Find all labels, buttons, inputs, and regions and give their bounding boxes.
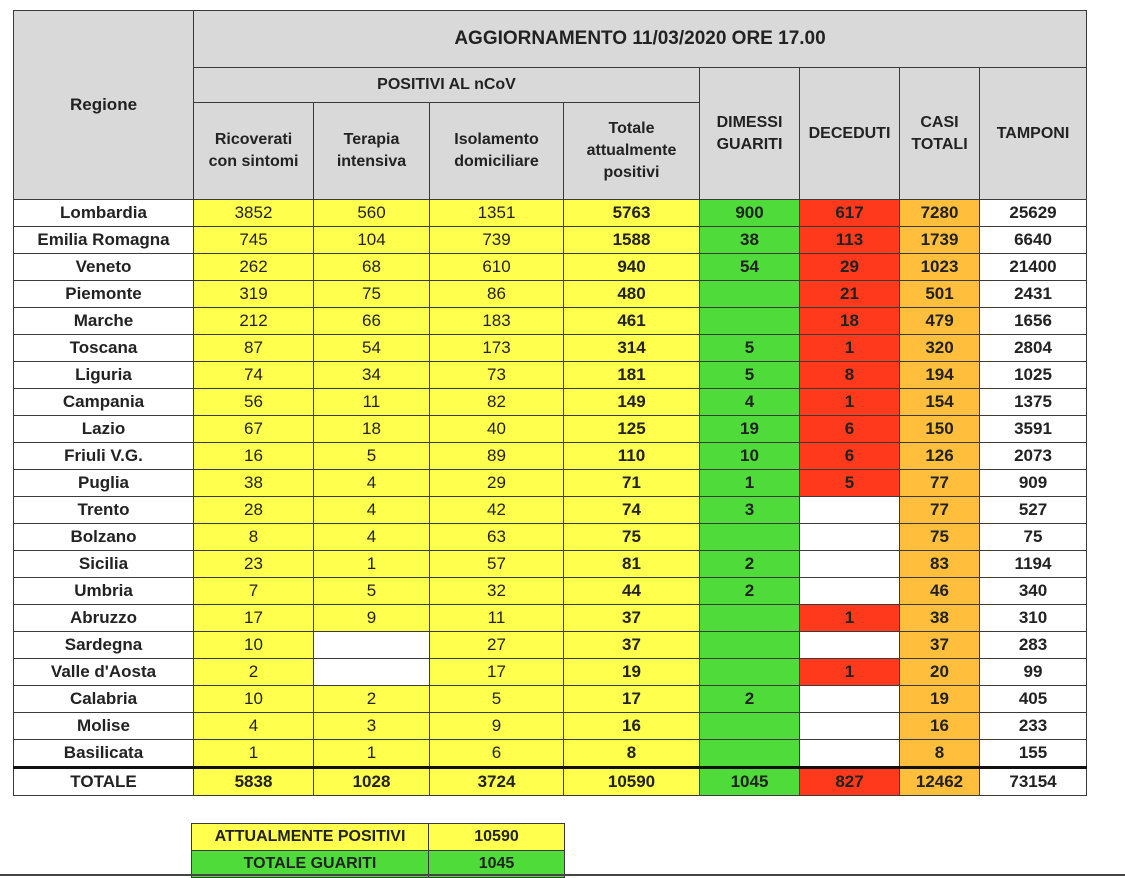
col-header-terapia (314, 103, 430, 200)
cell-tamponi: 25629 (980, 200, 1087, 227)
total-row (14, 768, 1087, 796)
cell-isolamento: 6 (430, 740, 564, 768)
cell-deceduti: 1 (800, 389, 900, 416)
cell-totale-pos: 16 (564, 713, 700, 740)
cell-regione: Piemonte (14, 281, 194, 308)
cell-regione: Marche (14, 308, 194, 335)
cell-casi: 320 (900, 335, 980, 362)
cell-totale-pos: 5763 (564, 200, 700, 227)
cell-regione: Sicilia (14, 551, 194, 578)
cell-dimessi: 10 (700, 443, 800, 470)
casi-line2: TOTALI (911, 135, 968, 153)
cell-deceduti: 8 (800, 362, 900, 389)
cell-casi: 16 (900, 713, 980, 740)
table-row (14, 524, 1087, 551)
cell-ricoverati: 10 (194, 686, 314, 713)
summary-label: ATTUALMENTE POSITIVI (192, 824, 429, 851)
cell-ricoverati: 38 (194, 470, 314, 497)
cell-deceduti (800, 578, 900, 605)
cell-ricoverati: 87 (194, 335, 314, 362)
cell-ricoverati: 74 (194, 362, 314, 389)
col-group-positivi: POSITIVI AL nCoV (194, 68, 700, 103)
cell-casi: 7280 (900, 200, 980, 227)
cell-dimessi: 19 (700, 416, 800, 443)
cell-terapia: 68 (314, 254, 430, 281)
cell-totale-pos: 461 (564, 308, 700, 335)
cell-terapia: 66 (314, 308, 430, 335)
cell-isolamento: 63 (430, 524, 564, 551)
cell-ricoverati: 8 (194, 524, 314, 551)
cell-tamponi: 75 (980, 524, 1087, 551)
cell-casi: 126 (900, 443, 980, 470)
cell-casi: 479 (900, 308, 980, 335)
cell-terapia: 1 (314, 551, 430, 578)
cell-casi: 1023 (900, 254, 980, 281)
table-row (14, 281, 1087, 308)
cell-isolamento: 183 (430, 308, 564, 335)
cell-casi: 501 (900, 281, 980, 308)
cell-deceduti (800, 524, 900, 551)
cell-tamponi: 1025 (980, 362, 1087, 389)
cell-isolamento: 17 (430, 659, 564, 686)
cell-tamponi: 233 (980, 713, 1087, 740)
cell-regione: Friuli V.G. (14, 443, 194, 470)
cell-ricoverati: 4 (194, 713, 314, 740)
cell-casi: 77 (900, 470, 980, 497)
cell-ricoverati: 7 (194, 578, 314, 605)
cell-casi: 150 (900, 416, 980, 443)
cell-isolamento: 5 (430, 686, 564, 713)
cell-totale-pos: 8 (564, 740, 700, 768)
table-row (14, 497, 1087, 524)
table-row (14, 389, 1087, 416)
cell-dimessi: 3 (700, 497, 800, 524)
cell-totale-pos: 125 (564, 416, 700, 443)
col-header-tamponi: TAMPONI (980, 68, 1087, 200)
cell-terapia: 4 (314, 524, 430, 551)
covid-table (13, 10, 1087, 796)
cell-regione: Abruzzo (14, 605, 194, 632)
cell-dimessi (700, 659, 800, 686)
cell-terapia: 2 (314, 686, 430, 713)
cell-terapia: 1 (314, 740, 430, 768)
cell-terapia: 34 (314, 362, 430, 389)
cell-totale-pos: 75 (564, 524, 700, 551)
cell-ricoverati: 28 (194, 497, 314, 524)
cell-ricoverati: 745 (194, 227, 314, 254)
table-row (14, 578, 1087, 605)
cell-deceduti: 6 (800, 416, 900, 443)
cell-deceduti: 1 (800, 659, 900, 686)
cell-dimessi: 4 (700, 389, 800, 416)
table-row (14, 200, 1087, 227)
cell-totale-pos: 110 (564, 443, 700, 470)
cell-tamponi: 2073 (980, 443, 1087, 470)
cell-regione: Bolzano (14, 524, 194, 551)
table-row (14, 551, 1087, 578)
summary-row-positivi (192, 824, 565, 851)
cell-terapia: 75 (314, 281, 430, 308)
totale-pos-line3: positivi (603, 164, 660, 181)
cell-regione: Liguria (14, 362, 194, 389)
cell-tamponi: 1656 (980, 308, 1087, 335)
cell-tamponi: 2804 (980, 335, 1087, 362)
cell-totale-pos: 1588 (564, 227, 700, 254)
cell-dimessi: 2 (700, 551, 800, 578)
terapia-line1: Terapia (343, 131, 400, 148)
cell-isolamento: 40 (430, 416, 564, 443)
cell-tamponi: 155 (980, 740, 1087, 768)
cell-isolamento: 29 (430, 470, 564, 497)
cell-terapia: 11 (314, 389, 430, 416)
total-terapia: 1028 (314, 768, 430, 796)
cell-tamponi: 2431 (980, 281, 1087, 308)
cell-casi: 19 (900, 686, 980, 713)
cell-totale-pos: 314 (564, 335, 700, 362)
dimessi-line1: DIMESSI (716, 113, 783, 131)
table-row (14, 335, 1087, 362)
cell-regione: Veneto (14, 254, 194, 281)
cell-dimessi: 2 (700, 686, 800, 713)
cell-regione: Umbria (14, 578, 194, 605)
cell-dimessi: 5 (700, 362, 800, 389)
summary-table (191, 823, 565, 878)
cell-casi: 38 (900, 605, 980, 632)
cell-deceduti (800, 632, 900, 659)
table-row (14, 362, 1087, 389)
cell-casi: 37 (900, 632, 980, 659)
cell-terapia: 18 (314, 416, 430, 443)
cell-totale-pos: 37 (564, 632, 700, 659)
cell-totale-pos: 17 (564, 686, 700, 713)
total-deceduti: 827 (800, 768, 900, 796)
cell-totale-pos: 149 (564, 389, 700, 416)
cell-terapia: 9 (314, 605, 430, 632)
cell-dimessi: 1 (700, 470, 800, 497)
totale-pos-line1: Totale (608, 120, 655, 137)
terapia-line2: intensiva (336, 153, 407, 170)
cell-tamponi: 405 (980, 686, 1087, 713)
cell-tamponi: 310 (980, 605, 1087, 632)
cell-tamponi: 1375 (980, 389, 1087, 416)
cell-casi: 83 (900, 551, 980, 578)
cell-regione: Valle d'Aosta (14, 659, 194, 686)
cell-casi: 194 (900, 362, 980, 389)
col-header-deceduti: DECEDUTI (800, 68, 900, 200)
cell-totale-pos: 81 (564, 551, 700, 578)
cell-ricoverati: 262 (194, 254, 314, 281)
cell-regione: Trento (14, 497, 194, 524)
cell-dimessi (700, 632, 800, 659)
cell-regione: Sardegna (14, 632, 194, 659)
cell-terapia: 104 (314, 227, 430, 254)
cell-tamponi: 3591 (980, 416, 1087, 443)
total-totale-positivi: 10590 (564, 768, 700, 796)
cell-terapia: 54 (314, 335, 430, 362)
cell-casi: 75 (900, 524, 980, 551)
cell-dimessi (700, 524, 800, 551)
cell-terapia: 4 (314, 497, 430, 524)
cell-totale-pos: 181 (564, 362, 700, 389)
table-row (14, 416, 1087, 443)
cell-deceduti: 18 (800, 308, 900, 335)
cell-isolamento: 610 (430, 254, 564, 281)
cell-terapia (314, 632, 430, 659)
table-row (14, 659, 1087, 686)
cell-tamponi: 6640 (980, 227, 1087, 254)
cell-casi: 46 (900, 578, 980, 605)
cell-ricoverati: 1 (194, 740, 314, 768)
cell-tamponi: 21400 (980, 254, 1087, 281)
total-tamponi: 73154 (980, 768, 1087, 796)
cell-casi: 20 (900, 659, 980, 686)
table-row (14, 254, 1087, 281)
table-row (14, 227, 1087, 254)
cell-isolamento: 739 (430, 227, 564, 254)
cell-deceduti: 113 (800, 227, 900, 254)
cell-ricoverati: 67 (194, 416, 314, 443)
cell-deceduti (800, 686, 900, 713)
cell-deceduti: 6 (800, 443, 900, 470)
cell-totale-pos: 480 (564, 281, 700, 308)
summary-label: TOTALE GUARITI (192, 851, 429, 878)
ricoverati-line1: Ricoverati (214, 131, 293, 148)
cell-isolamento: 27 (430, 632, 564, 659)
cell-isolamento: 86 (430, 281, 564, 308)
cell-totale-pos: 19 (564, 659, 700, 686)
cell-isolamento: 32 (430, 578, 564, 605)
cell-deceduti (800, 497, 900, 524)
cell-ricoverati: 16 (194, 443, 314, 470)
totale-pos-line2: attualmente (586, 142, 677, 159)
cell-tamponi: 340 (980, 578, 1087, 605)
cell-totale-pos: 74 (564, 497, 700, 524)
isolamento-line2: domiciliare (454, 153, 539, 170)
table-row (14, 308, 1087, 335)
cell-tamponi: 283 (980, 632, 1087, 659)
cell-dimessi: 900 (700, 200, 800, 227)
cell-terapia: 560 (314, 200, 430, 227)
col-header-casi (900, 68, 980, 200)
cell-dimessi: 5 (700, 335, 800, 362)
cell-ricoverati: 212 (194, 308, 314, 335)
cell-totale-pos: 44 (564, 578, 700, 605)
col-header-isolamento (430, 103, 564, 200)
cell-isolamento: 82 (430, 389, 564, 416)
dimessi-line2: GUARITI (716, 135, 783, 153)
cell-tamponi: 909 (980, 470, 1087, 497)
cell-tamponi: 1194 (980, 551, 1087, 578)
cell-terapia: 5 (314, 443, 430, 470)
cell-isolamento: 1351 (430, 200, 564, 227)
cell-casi: 154 (900, 389, 980, 416)
cell-casi: 1739 (900, 227, 980, 254)
cell-isolamento: 89 (430, 443, 564, 470)
cell-casi: 8 (900, 740, 980, 768)
cell-terapia (314, 659, 430, 686)
cell-dimessi: 38 (700, 227, 800, 254)
cell-isolamento: 42 (430, 497, 564, 524)
cell-regione: Toscana (14, 335, 194, 362)
cell-isolamento: 73 (430, 362, 564, 389)
cell-deceduti: 5 (800, 470, 900, 497)
cell-regione: Lombardia (14, 200, 194, 227)
cell-regione: Basilicata (14, 740, 194, 768)
col-header-ricoverati (194, 103, 314, 200)
table-row (14, 470, 1087, 497)
table-title: AGGIORNAMENTO 11/03/2020 ORE 17.00 (194, 11, 1087, 68)
table-row (14, 686, 1087, 713)
table-row (14, 443, 1087, 470)
cell-regione: Emilia Romagna (14, 227, 194, 254)
cell-dimessi (700, 281, 800, 308)
cell-ricoverati: 10 (194, 632, 314, 659)
cell-tamponi: 527 (980, 497, 1087, 524)
cell-terapia: 3 (314, 713, 430, 740)
cell-deceduti: 617 (800, 200, 900, 227)
cell-deceduti (800, 740, 900, 768)
cell-totale-pos: 940 (564, 254, 700, 281)
total-casi: 12462 (900, 768, 980, 796)
table-body (14, 200, 1087, 768)
cell-dimessi (700, 740, 800, 768)
cell-regione: Campania (14, 389, 194, 416)
cell-casi: 77 (900, 497, 980, 524)
summary-value: 10590 (429, 824, 565, 851)
cell-ricoverati: 17 (194, 605, 314, 632)
cell-totale-pos: 71 (564, 470, 700, 497)
cell-isolamento: 173 (430, 335, 564, 362)
cell-dimessi (700, 605, 800, 632)
cell-ricoverati: 319 (194, 281, 314, 308)
col-header-totale-positivi (564, 103, 700, 200)
isolamento-line1: Isolamento (454, 131, 539, 148)
ricoverati-line2: con sintomi (208, 153, 299, 170)
cell-regione: Calabria (14, 686, 194, 713)
cell-deceduti: 29 (800, 254, 900, 281)
table-row (14, 740, 1087, 768)
cell-deceduti: 21 (800, 281, 900, 308)
cell-regione: Lazio (14, 416, 194, 443)
col-header-dimessi (700, 68, 800, 200)
cell-dimessi (700, 308, 800, 335)
cell-deceduti: 1 (800, 605, 900, 632)
cell-deceduti (800, 551, 900, 578)
table-row (14, 632, 1087, 659)
cell-tamponi: 99 (980, 659, 1087, 686)
cell-dimessi (700, 713, 800, 740)
cell-isolamento: 9 (430, 713, 564, 740)
total-dimessi: 1045 (700, 768, 800, 796)
cell-deceduti (800, 713, 900, 740)
cell-dimessi: 2 (700, 578, 800, 605)
summary-value: 1045 (429, 851, 565, 878)
cell-regione: Puglia (14, 470, 194, 497)
cell-terapia: 4 (314, 470, 430, 497)
cell-totale-pos: 37 (564, 605, 700, 632)
cell-ricoverati: 23 (194, 551, 314, 578)
total-label: TOTALE (14, 768, 194, 796)
cell-ricoverati: 3852 (194, 200, 314, 227)
page-divider (0, 874, 1125, 876)
cell-isolamento: 57 (430, 551, 564, 578)
cell-terapia: 5 (314, 578, 430, 605)
cell-ricoverati: 2 (194, 659, 314, 686)
total-isolamento: 3724 (430, 768, 564, 796)
cell-deceduti: 1 (800, 335, 900, 362)
cell-isolamento: 11 (430, 605, 564, 632)
cell-dimessi: 54 (700, 254, 800, 281)
col-header-regione: Regione (14, 11, 194, 200)
cell-ricoverati: 56 (194, 389, 314, 416)
total-ricoverati: 5838 (194, 768, 314, 796)
casi-line1: CASI (920, 113, 959, 131)
table-row (14, 605, 1087, 632)
table-row (14, 713, 1087, 740)
cell-regione: Molise (14, 713, 194, 740)
